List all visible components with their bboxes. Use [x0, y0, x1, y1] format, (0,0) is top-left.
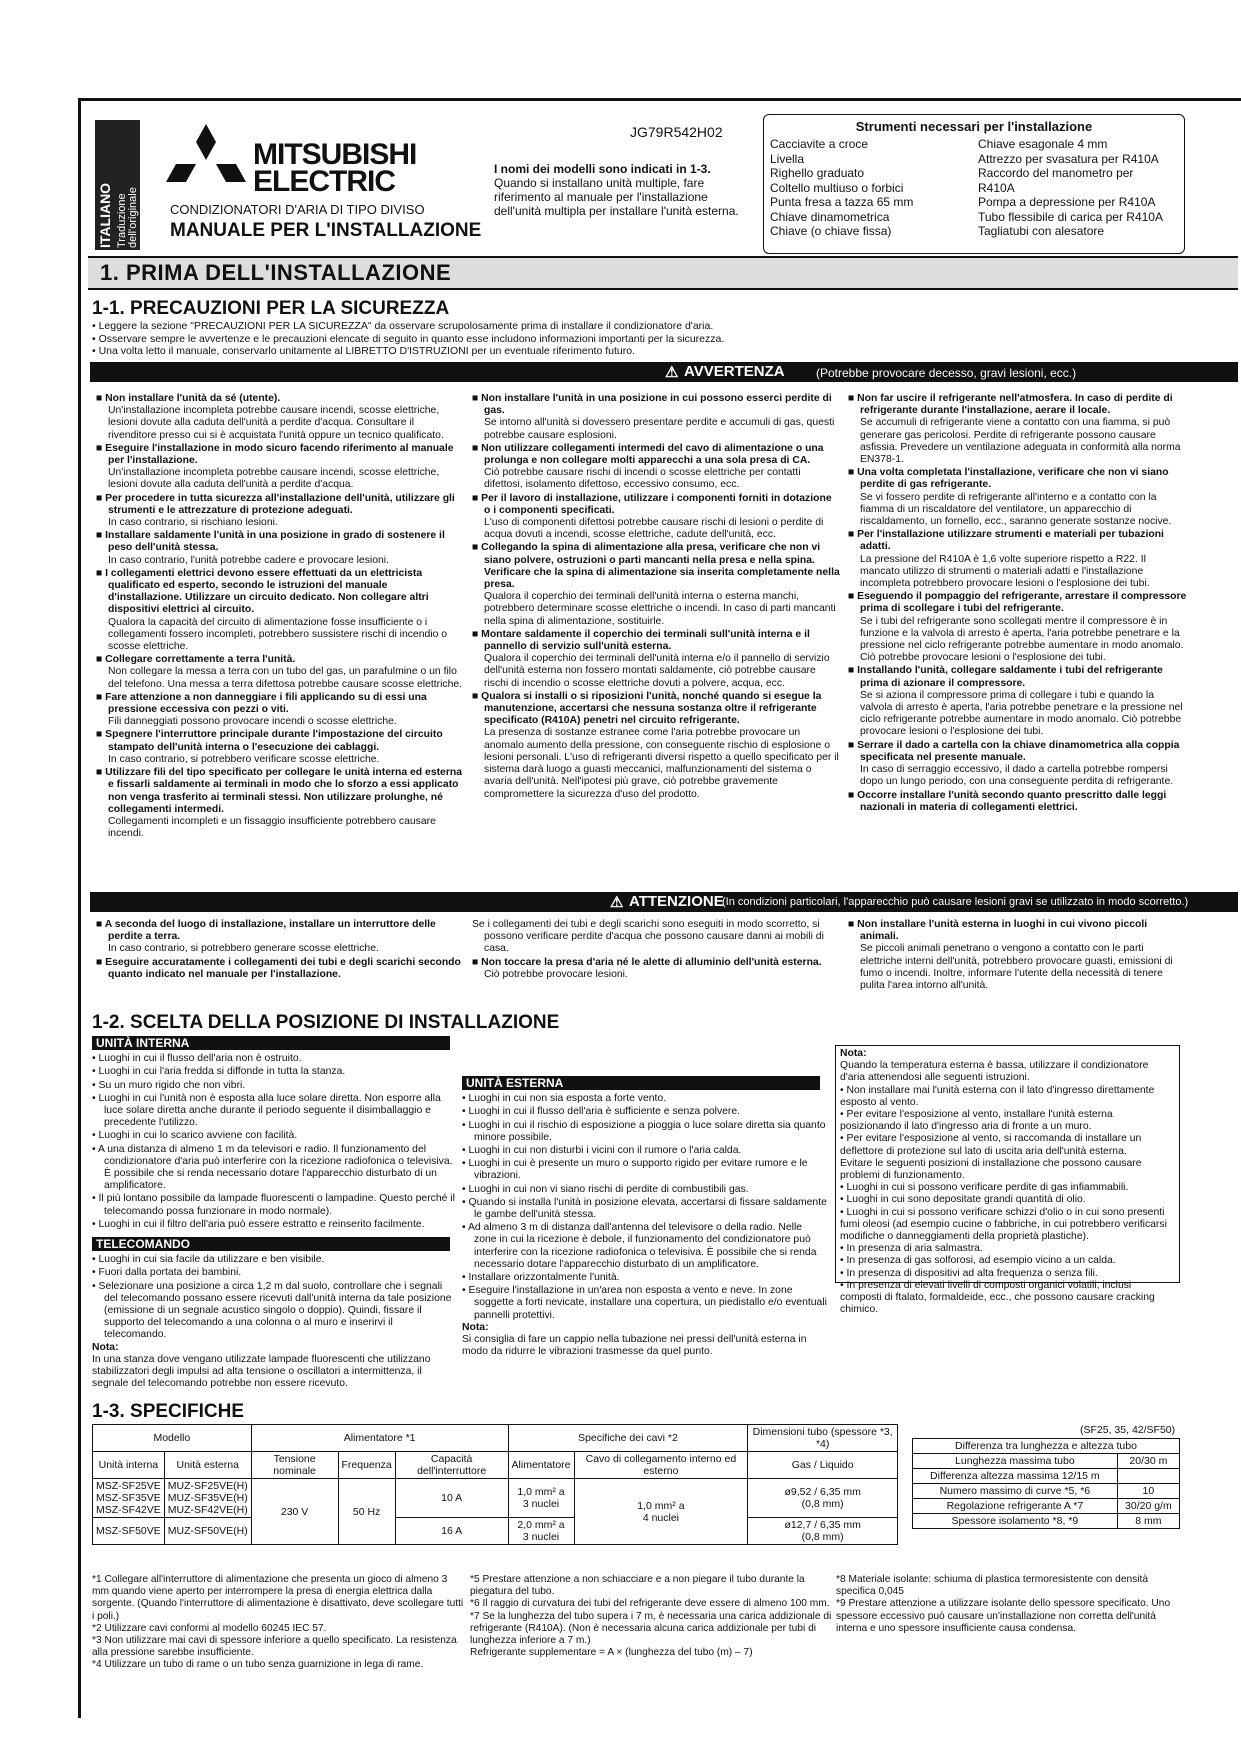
list-item: • Fuori dalla portata dei bambini.	[92, 1267, 242, 1279]
outdoor-note-label: Nota:	[462, 1321, 489, 1333]
list-item: • Il più lontano possibile da lampade fluorescenti o lampadine. Questo perché il telecomando possa funzionare in modo normale).	[92, 1193, 455, 1217]
footnote: *2 Utilizzare cavi conformi al modello 60245 IEC 57.	[92, 1622, 327, 1634]
list-item: • Luoghi in cui il flusso dell'aria non è ostruito.	[92, 1053, 302, 1065]
footnotes-column-2	[470, 1574, 832, 1659]
col-cable: Specifiche dei cavi *2	[508, 1425, 748, 1452]
footnote: *6 Il raggio di curvatura dei tubi del refrigerante deve essere di almeno 100 mm.	[470, 1598, 830, 1610]
table-row: MSZ-SF50VE MUZ-SF50VE(H) 16 A 2,0 mm² a 3 nuclei ø12,7 / 6,35 mm (0,8 mm)	[93, 1518, 898, 1545]
warning-column-1	[96, 392, 464, 840]
safety-item: ■ Non installare l'unità esterna in luoghi in cui vivono piccoli animali. Se piccoli animali penetrano o vengono a contatto con le parti elettriche interni dell'unità, potrebbero provocare guasti, emissioni di fumo o incendi. Inoltre, informare l'utente della necessità di tenere pulita l'area intorno all'unità.	[848, 919, 1173, 992]
table-row: Regolazione refrigerante A *7 30/20 g/m	[913, 1499, 1180, 1514]
safety-item: ■ Montare saldamente il coperchio dei terminali sull'unità interna e il pannello di servizio sull'unità esterna. Qualora il coperchio dei terminali dell'unità interna e/o il pannello di servizio dell'unità esterna non fossero montati saldamente, ciò potrebbe causare rischi di incendio o scosse elettriche dovuti a polvere, acqua, ecc.	[472, 628, 830, 689]
section-1-2-title: 1-2. SCELTA DELLA POSIZIONE DI INSTALLAZIONE	[92, 1012, 560, 1033]
list-item: • Luoghi in cui il filtro dell'aria può essere estratto e reinserito facilmente.	[92, 1218, 425, 1230]
list-item: • A una distanza di almeno 1 m da televisori e radio. Il funzionamento del condizionatore d'aria può interferire con la ricezione radiofonica o televisiva. È possibile che si renda necessario dotare l'apparecchio disturbato di un amplificatore.	[92, 1143, 453, 1192]
list-item: • In presenza di elevati livelli di composti organici volatili, inclusi composti di ftalato, formaldeide, ecc., che possono causare cracking chimico.	[840, 1279, 1155, 1316]
col-voltage: Tensione nominale	[251, 1452, 338, 1479]
brand-line-2: ELECTRIC	[253, 165, 395, 198]
safety-intro-list	[92, 320, 1192, 358]
safety-item: ■ Per il lavoro di installazione, utilizzare i componenti forniti in dotazione o i componenti specificati. L'uso di componenti difettosi potrebbe causare rischi di lesioni o perdite di acqua dovuti a incendi, scosse elettriche, cadute dell'unità, ecc.	[472, 492, 832, 541]
col-breaker: Capacità dell'interruttore	[395, 1452, 508, 1479]
warning-title: AVVERTENZA	[684, 363, 785, 380]
indoor-unit-block	[92, 1036, 457, 1390]
safety-item: ■ Qualora si installi o si riposizioni l'unità, nonché quando si esegue la manutenzione, accertarsi che nessuna sostanza oltre il refrigerante specificato (R410A) penetri nel circuito refrigerante. La presenza di sostanze estranee come l'aria potrebbe provocare un anomalo aumento della pressione, con conseguente rischio di esplosione o lesioni personali. L'uso di refrigeranti diversi rispetto a quello specificato per il sistema darà luogo a guasti meccanici, malfunzionamenti del sistema o avaria dell'unità. Nell'ipotesi più grave, ciò potrebbe gravemente compromettere la sicurezza d'uso del prodotto.	[472, 690, 839, 800]
intro-item: • Osservare sempre le avvertenze e le precauzioni elencate di seguito in quanto esse includono informazioni importanti per la sicurezza.	[92, 332, 725, 345]
list-item: • Luoghi in cui sia facile da utilizzare e ben visibile.	[92, 1254, 325, 1266]
list-item: • Luoghi in cui non sia esposta a forte vento.	[462, 1093, 667, 1105]
col-connection: Cavo di collegamento interno ed esterno	[574, 1452, 748, 1479]
list-item: • Luoghi in cui il flusso dell'aria è sufficiente e senza polvere.	[462, 1106, 741, 1118]
safety-item: ■ Serrare il dado a cartella con la chiave dinamometrica alla coppia specificata nel presente manuale. In caso di serraggio eccessivo, il dado a cartella potrebbe rompersi dopo un lungo periodo, con una conseguente perdita di refrigerante.	[848, 739, 1180, 788]
warning-bar	[90, 362, 1238, 382]
caution-title: ATTENZIONE	[629, 893, 724, 910]
footnotes-column-3	[836, 1574, 1184, 1635]
translation-label: Traduzione dell'originale	[116, 187, 139, 248]
indoor-unit-heading: UNITÀ INTERNA	[92, 1036, 450, 1050]
list-item: • Luoghi in cui l'unità non è esposta alla luce solare diretta. Non esporre alla luce solare diretta anche durante il periodo seguente il disimballaggio e precedente l'utilizzo.	[92, 1092, 441, 1129]
warning-subtitle: (Potrebbe provocare decesso, gravi lesioni, ecc.)	[816, 366, 1077, 380]
safety-item: ■ Eseguendo il pompaggio del refrigerante, arrestare il compressore prima di scollegare i tubi del refrigerante. Se i tubi del refrigerante sono scollegati mentre il compressore è in funzione e la valvola di arresto è aperta, l'aria potrebbe penetrare e la pressione nel ciclo refrigerante potrebbe aumentare in modo anomalo. Ciò potrebbe provocare lesioni o l'esplosione dei tubi.	[848, 591, 1187, 664]
list-item: • Luoghi in cui non vi siano rischi di perdite di combustibili gas.	[462, 1183, 749, 1195]
list-item: • Luoghi in cui è presente un muro o supporto rigido per evitare rumore e le vibrazioni.	[462, 1158, 808, 1182]
safety-item: ■ Eseguire l'installazione in modo sicuro facendo riferimento al manuale per l'installazione. Un'installazione incompleta potrebbe causare incendi, scosse elettriche, lesioni dovute alla caduta dell'unità a perdite d'acqua.	[96, 442, 454, 491]
manual-title: MANUALE PER L'INSTALLAZIONE	[170, 220, 482, 241]
remote-note: In una stanza dove vengano utilizzate lampade fluorescenti che utilizzano stabilizzatori degli impulsi ad alta tensione o oscillatori a intermittenza, il segnale del telecomando potrebbe non essere ricevuto.	[92, 1353, 431, 1390]
list-item: • Luoghi in cui il rischio di esposizione a pioggia o luce solare diretta sia quanto minore possibile.	[462, 1119, 826, 1143]
list-item: • Luoghi in cui l'aria fredda si diffonde in tutta la stanza.	[92, 1066, 346, 1078]
safety-item: ■ Non utilizzare collegamenti intermedi del cavo di alimentazione o una prolunga e non collegare molti apparecchi a una sola presa di CA. Ciò potrebbe causare rischi di incendi o scosse elettriche per contatti difettosi, isolamento difettoso, eccessivo consumo, ecc.	[472, 442, 824, 491]
box-note-label: Nota:	[840, 1048, 867, 1059]
safety-item: ■ Non installare l'unità in una posizione in cui possono esserci perdite di gas. Se intorno all'unità si dovessero presentare perdite e accumuli di gas, questi potrebbe causare esplosioni.	[472, 393, 835, 441]
warning-column-2	[472, 392, 840, 801]
warning-icon: ⚠	[665, 364, 679, 381]
footnote: *8 Materiale isolante: schiuma di plastica termoresistente con densità specifica 0,045	[836, 1574, 1149, 1598]
safety-item: ■ I collegamenti elettrici devono essere effettuati da un elettricista qualificato ed esperto, secondo le istruzioni del manuale d'installazione. Utilizzare un circuito dedicato. Non collegare altri dispositivi elettrici al circuito. Qualora la capacità del circuito di alimentazione fosse insufficiente o i collegamenti fossero incompleti, potrebbero sussistere rischi di incendio o scosse elettriche.	[96, 567, 448, 653]
language-label: ITALIANO	[97, 182, 113, 248]
list-item: • In presenza di aria salmastra.	[840, 1243, 983, 1255]
models-note-bold: I nomi dei modelli sono indicati in 1-3.	[494, 162, 711, 176]
list-item: • Luoghi in cui si possono verificare schizzi d'olio o in cui sono presenti fumi oleosi (ad esempio cucine o fabbriche, in cui potrebbero verificarsi modifiche o danneggiamenti della proprietà plastiche).	[840, 1206, 1167, 1243]
list-item: • Luoghi in cui non disturbi i vicini con il rumore o l'aria calda.	[462, 1145, 742, 1157]
col-supply: Alimentatore	[508, 1452, 574, 1479]
remote-note-label: Nota:	[92, 1341, 119, 1353]
section-1-3-title: 1-3. SPECIFICHE	[92, 1401, 245, 1422]
safety-item: ■ Fare attenzione a non danneggiare i fili applicando su di essi una pressione eccessiva con pezzi o viti. Fili danneggiati possono provocare incendi o scosse elettriche.	[96, 691, 427, 728]
col-model: Modello	[93, 1425, 252, 1452]
safety-item: ■ Non toccare la presa d'aria né le alette di alluminio dell'unità esterna. Ciò potrebbe provocare lesioni.	[472, 956, 822, 980]
tools-list-left: Cacciavite a croce Livella Righello graduato Coltello multiuso o forbici Punta fresa a tazza 65 mm Chiave dinamometrica Chiave (o chiave fissa)	[770, 137, 914, 238]
safety-item: ■ Una volta completata l'installazione, verificare che non vi siano perdite di gas refrigerante. Se vi fossero perdite di refrigerante all'interno e a contatto con la fiamma di un riscaldatore del ventilatore, un apparecchio di riscaldamento, un fornello, ecc., saranno generate sostanze nocive.	[848, 467, 1172, 528]
models-note-text: Quando si installano unità multiple, fare riferimento al manuale per l'installazione dell'unità multipla per installare l'unità esterna.	[494, 176, 739, 218]
specifications-table	[92, 1424, 898, 1545]
safety-item: ■ Per l'installazione utilizzare strumenti e materiali per tubazioni adatti. La pressione del R410A è 1,6 volte superiore rispetto a R22. Il mancato utilizzo di strumenti o materiali adatti e l'installazione incompleta potrebbero provocare lesioni o l'esplosione dei tubi.	[848, 529, 1164, 590]
product-subtitle: CONDIZIONATORI D'ARIA DI TIPO DIVISO	[170, 202, 425, 217]
tools-box	[763, 114, 1185, 254]
col-gas-liquid: Gas / Liquido	[748, 1452, 898, 1479]
list-item: • Per evitare l'esposizione al vento, si raccomanda di installare un deflettore di protezione sul lato di uscita aria dell'unità esterna.	[840, 1133, 1142, 1157]
col-power: Alimentatore *1	[251, 1425, 508, 1452]
pipe-table-caption: (SF25, 35, 42/SF50)	[1080, 1424, 1176, 1436]
low-temperature-note-box	[835, 1045, 1180, 1316]
safety-item: ■ Non installare l'unità da sé (utente). Un'installazione incompleta potrebbe causare incendi, scosse elettriche, lesioni dovute alla caduta dell'unità a perdite d'acqua. Consultare il rivenditore presso cui si è acquistata l'unità oppure un tecnico qualificato.	[96, 393, 444, 441]
document-number: JG79R542H02	[630, 124, 723, 140]
safety-item: ■ Collegare correttamente a terra l'unità. Non collegare la messa a terra con un tubo del gas, un parafulmine o un filo del telefono. Una messa a terra difettosa potrebbe causare scosse elettriche.	[96, 654, 463, 690]
list-item: • Luoghi in cui si possono verificare perdite di gas infiammabili.	[840, 1182, 1129, 1194]
col-indoor: Unità interna	[93, 1452, 165, 1479]
brand-line-1: MITSUBISHI	[253, 138, 417, 171]
safety-item: ■ Non far uscire il refrigerante nell'atmosfera. In caso di perdite di refrigerante durante l'installazione, aerare il locale. Se accumuli di refrigerante viene a contatto con una fiamma, si può generare gas pericolosi. Perdite di refrigerante possono causare asfissia. Prevedere un ventilazione adeguata in conformità alla norma EN378-1.	[848, 393, 1181, 466]
remote-heading: TELECOMANDO	[92, 1237, 450, 1251]
table-row: Numero massimo di curve *5, *6 10	[913, 1484, 1180, 1499]
list-item: • Eseguire l'installazione in un'area non esposta a vento e neve. In zone soggette a forti nevicate, installare una copertura, un piedistallo e/o eventuali pannelli protettivi.	[462, 1285, 827, 1321]
language-side-tab	[95, 120, 140, 250]
tools-title: Strumenti necessari per l'installazione	[855, 119, 1093, 134]
list-item: • Installare orizzontalmente l'unità.	[462, 1272, 620, 1284]
safety-item: ■ A seconda del luogo di installazione, installare un interruttore delle perdite a terra. In caso contrario, si potrebbero generare scosse elettriche.	[96, 919, 436, 955]
tools-list-right: Chiave esagonale 4 mm Attrezzo per svasatura per R410A Raccordo del manometro per R410A Pompa a depressione per R410A Tubo flessibile di carica per R410A Tagliatubi con alesatore	[978, 137, 1163, 238]
list-item: • In presenza di dispositivi ad alta frequenza o senza fili.	[840, 1267, 1098, 1279]
col-frequency: Frequenza	[338, 1452, 395, 1479]
footnote: *4 Utilizzare un tubo di rame o un tubo senza guarnizione in lega di rame.	[92, 1659, 424, 1671]
list-item: • Non installare mai l'unità esterna con il lato d'ingresso direttamente esposto al vento.	[840, 1084, 1155, 1108]
caution-icon: ⚠	[610, 894, 624, 911]
list-item: • In presenza di gas solforosi, ad esempio vicino a un calda.	[840, 1255, 1116, 1267]
page-frame-top	[78, 98, 1241, 101]
safety-item: ■ Occorre installare l'unità secondo quanto prescritto dalle leggi nazionali in materia di collegamenti elettrici.	[848, 789, 1167, 813]
intro-item: • Una volta letto il manuale, conservarlo unitamente al LIBRETTO D'ISTRUZIONI per un eventuale riferimento futuro.	[92, 345, 635, 357]
caution-column-2	[472, 918, 840, 981]
list-item: • Su un muro rigido che non vibri.	[92, 1079, 246, 1091]
safety-item: ■ Spegnere l'interruttore principale durante l'impostazione del circuito stampato dell'unità interna o l'esecuzione dei cablaggi. In caso contrario, si potrebbero verificare scosse elettriche.	[96, 729, 443, 765]
outdoor-note: Si consiglia di fare un cappio nella tubazione nei pressi dell'unità esterna in modo da ridurre le vibrazioni trasmesse da quel punto.	[462, 1334, 807, 1358]
box-avoid-text: Evitare le seguenti posizioni di installazione che possono causare problemi di funzionamento.	[840, 1157, 1142, 1182]
footnote: *3 Non utilizzare mai cavi di spessore inferiore a quello specificato. La resistenza alla pressione sarebbe insufficiente.	[92, 1635, 457, 1659]
list-item: • Ad almeno 3 m di distanza dall'antenna del televisore o della radio. Nelle zone in cui la ricezione è debole, il funzionamento del condizionatore può interferire con la ricezione radiofonica o televisiva. È possibile che si renda necessario dotare l'apparecchio disturbato di un amplificatore.	[462, 1222, 817, 1270]
section-1-title: 1. PRIMA DELL'INSTALLAZIONE	[100, 260, 452, 285]
list-item: • Luoghi in cui sono depositate grandi quantità di olio.	[840, 1194, 1086, 1206]
table-row: Differenza altezza massima 12/15 m	[913, 1469, 1180, 1484]
footnote: *5 Prestare attenzione a non schiacciare e a non piegare il tubo durante la piegatura del tubo.	[470, 1574, 805, 1598]
caution-subtitle: (In condizioni particolari, l'apparecchio può causare lesioni gravi se utilizzato in modo scorretto.)	[722, 896, 1189, 908]
brand-name	[253, 138, 417, 198]
page-frame-left	[78, 98, 81, 1718]
safety-item: ■ Per procedere in tutta sicurezza all'installazione dell'unità, utilizzare gli strumenti e le attrezzature di protezione adeguati. In caso contrario, si rischiano lesioni.	[96, 492, 455, 529]
footnote: *7 Se la lunghezza del tubo supera i 7 m, è necessaria una carica addizionale di refrigerante (R410A). (Non è necessaria alcuna carica addizionale per tubi di lunghezza inferiore a 7 m.)	[470, 1610, 832, 1647]
table-row: MSZ-SF25VE MSZ-SF35VE MSZ-SF42VE MUZ-SF25VE(H) MUZ-SF35VE(H) MUZ-SF42VE(H) 230 V 50 Hz 10 A 1,0 mm² a 3 nuclei 1,0 mm² a 4 nuclei ø9,52 / 6,35 mm (0,8 mm)	[93, 1479, 898, 1518]
col-outdoor: Unità esterna	[164, 1452, 251, 1479]
pipe-table-title: Differenza tra lunghezza e altezza tubo	[913, 1439, 1180, 1454]
models-note	[494, 162, 744, 218]
safety-item: ■ Installando l'unità, collegare saldamente i tubi del refrigerante prima di azionare il compressore. Se si aziona il compressore prima di collegare i tubi e quando la valvola di arresto è aperta, l'aria potrebbe penetrare e la pressione nel ciclo refrigerante potrebbe aumentare in modo anomalo. Ciò potrebbe provocare lesioni o l'esplosione dei tubi.	[848, 665, 1183, 738]
safety-item: ■ Eseguire accuratamente i collegamenti dei tubi e degli scarichi secondo quanto indicato nel manuale per l'installazione.	[96, 956, 461, 980]
safety-item: ■ Collegando la spina di alimentazione alla presa, verificare che non vi siano polvere, ostruzioni o parti mancanti nella presa e nella spina. Verificare che la spina di alimentazione sia inserita completamente nella presa. Qualora il coperchio dei terminali dell'unità interna o esterna manchi, potrebbero determinare scosse elettriche o incendi. In caso di parti mancanti nella spina di alimentazione, sostituirle.	[472, 542, 840, 627]
list-item: • Per evitare l'esposizione al vento, installare l'unità esterna posizionando il lato d'ingresso aria di fronte a un muro.	[840, 1109, 1113, 1133]
caution-column-3	[848, 918, 1188, 992]
table-row: Lunghezza massima tubo 20/30 m	[913, 1454, 1180, 1469]
safety-item: ■ Installare saldamente l'unità in una posizione in grado di sostenere il peso dell'unità stessa. In caso contrario, l'unità potrebbe cadere e provocare lesioni.	[96, 530, 445, 566]
footnote: Refrigerante supplementare = A × (lunghezza del tubo (m) – 7)	[470, 1647, 753, 1659]
mitsubishi-logo-icon	[160, 124, 252, 204]
outdoor-unit-heading: UNITÀ ESTERNA	[462, 1076, 820, 1090]
footnote: *9 Prestare attenzione a utilizzare isolante dello spessore specificato. Uno spessore eccessivo può causare un'installazione non corretta dell'unità interna e uno spessore insufficiente causa condensa.	[836, 1598, 1171, 1634]
list-item: • Quando si installa l'unità in posizione elevata, accertarsi di fissare saldamente le gambe dell'unità stessa.	[462, 1196, 827, 1221]
safety-item: Se i collegamenti dei tubi e degli scarichi sono eseguiti in modo scorretto, si possono verificare perdite d'acqua che possono causare danni ai mobili di casa.	[472, 919, 824, 955]
outdoor-unit-block	[462, 1076, 827, 1358]
box-intro: Quando la temperatura esterna è bassa, utilizzare il condizionatore d'aria attenendosi alle seguenti istruzioni.	[840, 1060, 1149, 1084]
col-pipe: Dimensioni tubo (spessore *3, *4)	[748, 1425, 898, 1452]
caution-bar	[90, 892, 1238, 912]
table-row: Spessore isolamento *8, *9 8 mm	[913, 1514, 1180, 1529]
list-item: • Luoghi in cui lo scarico avviene con facilità.	[92, 1130, 298, 1142]
safety-item: ■ Utilizzare fili del tipo specificato per collegare le unità interna ed esterna e fissarli saldamente ai terminali in modo che lo sforzo a essi applicato non venga trasferito ai terminali stessi. Non utilizzare prolunghe, né collegamenti intermedi. Collegamenti incompleti e un fissaggio insufficiente potrebbero causare incendi.	[96, 767, 463, 840]
list-item: • Selezionare una posizione a circa 1,2 m dal suolo, controllare che i segnali del telecomando possano essere ricevuti dall'unità interna da tale posizione (emissione di un segnale acustico singolo o doppio). Quindi, fissare il supporto del telecomando a una colonna o al muro e inserirvi il telecomando.	[92, 1280, 452, 1341]
intro-item: • Leggere la sezione "PRECAUZIONI PER LA SICUREZZA" da osservare scrupolosamente prima di installare il condizionatore d'aria.	[92, 320, 714, 332]
footnotes-column-1	[92, 1574, 464, 1672]
warning-column-3	[848, 392, 1188, 814]
caution-column-1	[96, 918, 464, 981]
section-1-heading	[88, 256, 1238, 290]
footnote: *1 Collegare all'interruttore di alimentazione che presenta un gioco di almeno 3 mm quando viene aperto per interrompere la presa di energia elettrica dalla sorgente. (Quando l'interruttore di alimentazione è disattivato, deve scollegare tutti i poli.)	[92, 1574, 464, 1622]
section-1-1-title: 1-1. PRECAUZIONI PER LA SICUREZZA	[92, 298, 450, 319]
pipe-length-table	[912, 1438, 1180, 1529]
